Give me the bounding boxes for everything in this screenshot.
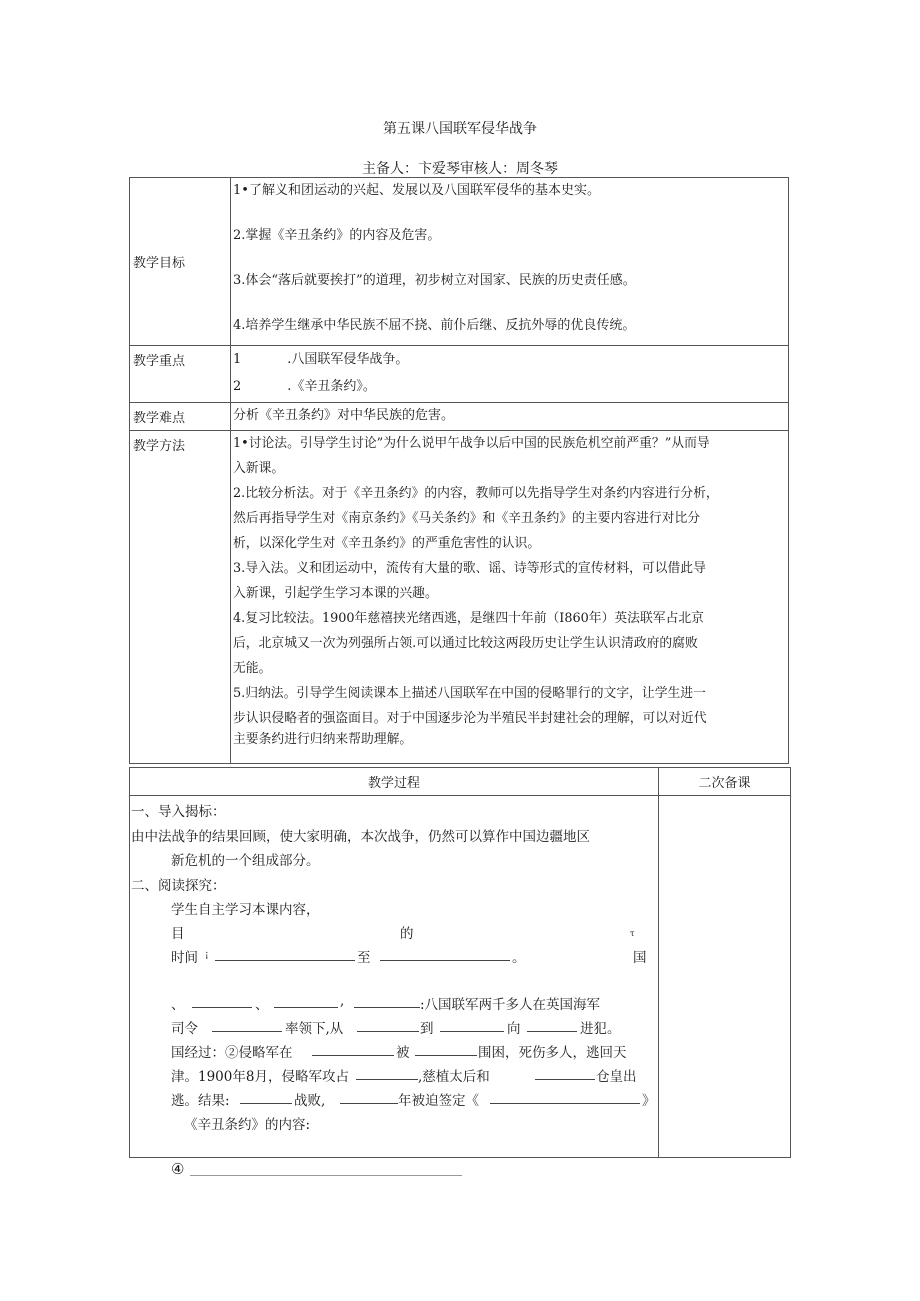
blank-label: ,: [340, 993, 345, 1009]
blank-label: 率领下,从: [285, 1021, 344, 1037]
blank-label: 司令: [171, 1021, 198, 1037]
blank-label: 战败,: [294, 1093, 326, 1109]
method-line: 主要条约进行归纳来帮助理解。: [233, 732, 413, 747]
blank-label: 。: [512, 950, 526, 966]
blank-label: 进犯。: [580, 1021, 621, 1037]
key-point-num: 2: [233, 379, 242, 394]
objectives-label: 教学目标: [130, 178, 231, 346]
blank-label: 逃。结果:: [171, 1093, 230, 1109]
blank-label: 目: [171, 926, 185, 942]
route-text: 国经过：②侵略军在: [171, 1045, 293, 1061]
key-point-text: .八国联军侵华战争。: [287, 352, 409, 367]
blank-field[interactable]: [380, 946, 510, 961]
difficulty-label: 教学难点: [130, 403, 231, 431]
key-point-num: 1: [233, 352, 242, 367]
blank-label: 、: [255, 997, 269, 1013]
blank-field[interactable]: [192, 993, 252, 1008]
method-line: 步认识侵略者的强盗面目。对于中国逐步沦为半殖民半封建社会的理解，可以对近代: [233, 711, 707, 726]
objectives-cell: [231, 178, 789, 346]
method-line: 4.复习比较法。1900年慈禧挟光绪西逃，是继四十年前（I860年）英法联军占北京: [233, 611, 704, 626]
blank-field[interactable]: [354, 993, 420, 1008]
blank-field[interactable]: [215, 946, 355, 961]
blank-field[interactable]: [190, 1175, 462, 1176]
blank-label: 到: [420, 1021, 434, 1037]
method-line: 5.归纳法。引导学生阅读课本上描述八国联军在中国的侵略罪行的文字，让学生进一: [233, 686, 706, 701]
blank-mark: τ: [630, 929, 635, 938]
blank-label: 被: [396, 1045, 410, 1061]
blank-field[interactable]: [274, 993, 338, 1008]
blank-label: 年被迫签定《: [398, 1093, 479, 1109]
method-line: 然后再指导学生对《南京条约》《马关条约》和《辛丑条约》的主要内容进行对比分: [233, 511, 701, 526]
author-line: 主备人：卞爱琴审核人：周冬琴: [362, 161, 558, 177]
key-points-label: 教学重点: [130, 346, 231, 403]
reading-text: 学生自主学习本课内容，: [171, 902, 320, 918]
blank-field[interactable]: [535, 1065, 595, 1080]
lesson-plan-table: [129, 177, 789, 764]
blank-label: 津。1900年8月，侵略军攻占: [171, 1069, 349, 1085]
blank-field[interactable]: [240, 1089, 292, 1104]
difficulty-cell: 分析《辛丑条约》对中华民族的危害。: [231, 403, 789, 431]
blank-label: ,慈植太后和: [418, 1069, 490, 1085]
process-header: 教学过程: [130, 768, 659, 796]
section-intro: 一、导入揭标：: [131, 804, 226, 820]
blank-field[interactable]: [415, 1041, 477, 1056]
blank-field[interactable]: [356, 1065, 418, 1080]
blank-label: 国: [633, 950, 647, 966]
objective-item: 4.培养学生继承中华民族不屈不挠、前仆后继、反抗外辱的优良传统。: [233, 318, 636, 333]
objective-item: 3.体会“落后就要挨打”的道理，初步树立对国家、民族的历史责任感。: [233, 273, 636, 288]
blank-field[interactable]: [212, 1017, 282, 1032]
blank-field[interactable]: [440, 1017, 504, 1032]
method-line: 3.导入法。义和团运动中，流传有大量的歌、谣、诗等形式的宣传材料，可以借此导: [233, 561, 706, 576]
blank-label: 围困，死伤多人，逃回天: [478, 1045, 627, 1061]
blank-field[interactable]: [490, 1089, 640, 1104]
methods-cell: [231, 431, 789, 764]
method-line: 析，以深化学生对《辛丑条约》的严重危害性的认识。: [233, 536, 541, 551]
allied-text: :八国联军两千多人在英国海军: [420, 997, 601, 1013]
blank-mark: ¡: [205, 950, 209, 960]
key-points-cell: [231, 346, 789, 403]
key-point-text: .《辛丑条约》。: [287, 379, 376, 394]
blank-label: 、: [171, 997, 185, 1013]
method-line: 入新课，引起学生学习本课的兴趣。: [233, 586, 438, 601]
method-line: 后，北京城又一次为列强所占领.可以通过比较这两段历史让学生认识清政府的腐败: [233, 636, 698, 651]
blank-field[interactable]: [340, 1089, 398, 1104]
blank-label: 至: [357, 950, 371, 966]
blank-label: 的: [400, 926, 414, 942]
method-line: 1•讨论法。引导学生讨论”为什么说甲午战争以后中国的民族危机空前严重？”从而导: [233, 436, 710, 451]
intro-text: 新危机的一个组成部分。: [171, 853, 320, 869]
treaty-contents-label: 《辛丑条约》的内容:: [184, 1117, 311, 1133]
section-reading: 二、阅读探究：: [131, 878, 226, 894]
blank-label: 向: [507, 1021, 521, 1037]
intro-text: 由中法战争的结果回顾，使大家明确，本次战争，仍然可以算作中国边疆地区: [131, 829, 590, 845]
objective-item: 2.掌握《辛丑条约》的内容及危害。: [233, 228, 441, 243]
methods-label: 教学方法: [130, 431, 231, 764]
method-line: 入新课。: [233, 461, 285, 476]
time-label: 时间: [171, 950, 198, 966]
objective-item: 1•了解义和团运动的兴起、发展以及八国联军侵华的基本史实。: [233, 183, 600, 198]
blank-field[interactable]: [527, 1017, 577, 1032]
blank-label: 仓皇出: [596, 1069, 637, 1085]
blank-field[interactable]: [357, 1017, 419, 1032]
method-line: 无能。: [233, 661, 272, 676]
blank-field[interactable]: [312, 1041, 394, 1056]
second-prep-header: 二次备课: [659, 768, 791, 796]
blank-label: 》: [642, 1093, 656, 1109]
method-line: 2.比较分析法。对于《辛丑条约》的内容，教师可以先指导学生对条约内容进行分析，: [233, 486, 719, 501]
item-number: ④: [171, 1160, 185, 1178]
second-prep-body: [659, 796, 791, 1158]
page-title: 第五课八国联军侵华战争: [383, 121, 537, 137]
